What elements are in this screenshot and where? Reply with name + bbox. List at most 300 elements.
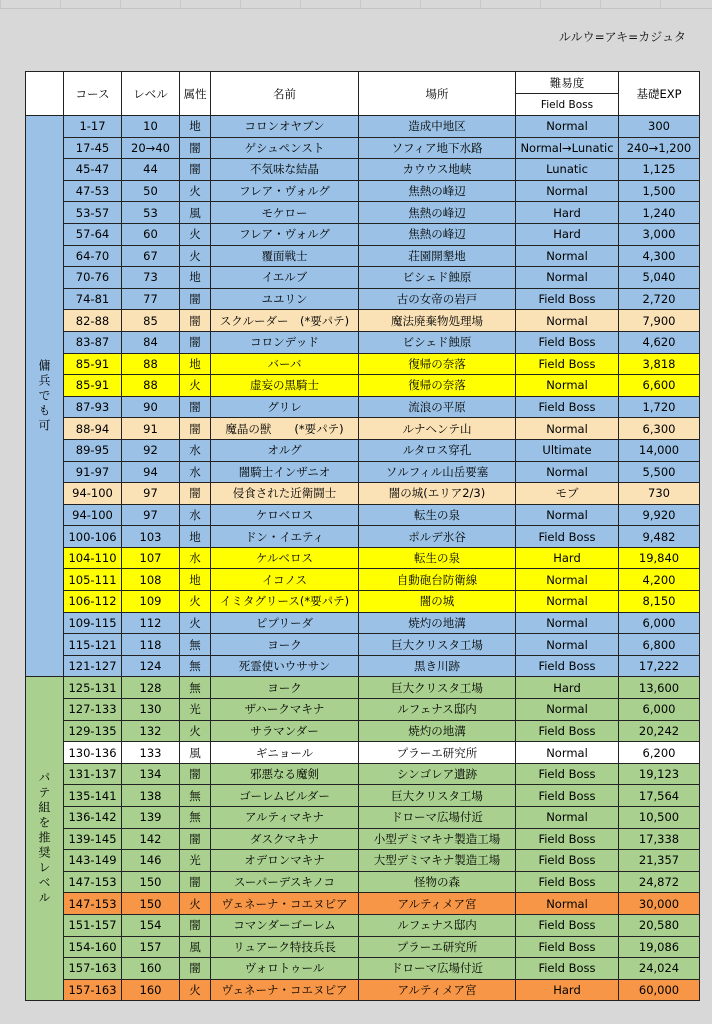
cell-name: ヴェネーナ・コエヌピア <box>211 893 359 915</box>
cell-difficulty: Normal <box>516 310 619 332</box>
cell-element: 地 <box>180 569 211 591</box>
cell-level: 88 <box>122 353 180 375</box>
cell-course: 87-93 <box>64 396 122 418</box>
cell-exp: 9,920 <box>619 504 700 526</box>
cell-course: 109-115 <box>64 612 122 634</box>
table-row <box>26 612 700 634</box>
cell-difficulty: Field Boss <box>516 331 619 353</box>
cell-element: 火 <box>180 223 211 245</box>
cell-level: 94 <box>122 461 180 483</box>
table-row <box>26 893 700 915</box>
cell-difficulty: Field Boss <box>516 353 619 375</box>
cell-level: 50 <box>122 180 180 202</box>
cell-course: 85-91 <box>64 375 122 397</box>
cell-exp: 6,000 <box>619 612 700 634</box>
cell-place: 巨大クリスタ工場 <box>359 634 516 656</box>
table-row <box>26 159 700 181</box>
sheet-gridlines <box>0 0 712 9</box>
cell-element: 闇 <box>180 310 211 332</box>
cell-exp: 17,338 <box>619 828 700 850</box>
cell-element: 無 <box>180 785 211 807</box>
cell-difficulty: Normal <box>516 634 619 656</box>
table-row <box>26 591 700 613</box>
cell-name: スクルーダー (*要パテ) <box>211 310 359 332</box>
sheet-caption: ルルウ=アキ=カジュタ <box>558 30 686 44</box>
cell-exp: 60,000 <box>619 979 700 1001</box>
cell-level: 109 <box>122 591 180 613</box>
table-row <box>26 418 700 440</box>
cell-exp: 10,500 <box>619 807 700 829</box>
cell-level: 118 <box>122 634 180 656</box>
cell-place: ルタロス穿孔 <box>359 439 516 461</box>
cell-exp: 1,240 <box>619 202 700 224</box>
cell-element: 闇 <box>180 958 211 980</box>
cell-difficulty: Normal <box>516 418 619 440</box>
cell-exp: 19,840 <box>619 547 700 569</box>
cell-name: フレア・ヴォルグ <box>211 180 359 202</box>
cell-course: 135-141 <box>64 785 122 807</box>
cell-name: グリレ <box>211 396 359 418</box>
cell-element: 火 <box>180 180 211 202</box>
boss-exp-table <box>25 71 700 1001</box>
cell-name: リュアーク特技兵長 <box>211 936 359 958</box>
cell-place: アルティメア宮 <box>359 979 516 1001</box>
cell-course: 53-57 <box>64 202 122 224</box>
cell-difficulty: Normal <box>516 180 619 202</box>
cell-element: 水 <box>180 461 211 483</box>
cell-exp: 4,620 <box>619 331 700 353</box>
cell-name: ダスクマキナ <box>211 828 359 850</box>
cell-place: 転生の泉 <box>359 547 516 569</box>
cell-level: 138 <box>122 785 180 807</box>
cell-place: アルティメア宮 <box>359 893 516 915</box>
cell-element: 闇 <box>180 331 211 353</box>
cell-place: 焦熱の峰辺 <box>359 223 516 245</box>
cell-exp: 5,040 <box>619 267 700 289</box>
cell-difficulty: Ultimate <box>516 439 619 461</box>
cell-place: ルナヘンテ山 <box>359 418 516 440</box>
cell-course: 91-97 <box>64 461 122 483</box>
header-name: 名前 <box>211 72 359 116</box>
cell-place: 復帰の奈落 <box>359 375 516 397</box>
cell-difficulty: Normal <box>516 245 619 267</box>
cell-element: 闇 <box>180 137 211 159</box>
cell-course: 129-135 <box>64 720 122 742</box>
cell-exp: 6,800 <box>619 634 700 656</box>
cell-name: サラマンダー <box>211 720 359 742</box>
cell-exp: 1,500 <box>619 180 700 202</box>
cell-name: コマンダーゴーレム <box>211 914 359 936</box>
cell-element: 闇 <box>180 914 211 936</box>
table-row <box>26 547 700 569</box>
cell-course: 136-142 <box>64 807 122 829</box>
cell-element: 光 <box>180 699 211 721</box>
cell-difficulty: Field Boss <box>516 958 619 980</box>
header-level: レベル <box>122 72 180 116</box>
cell-element: 闇 <box>180 418 211 440</box>
cell-level: 130 <box>122 699 180 721</box>
cell-level: 160 <box>122 979 180 1001</box>
cell-course: 115-121 <box>64 634 122 656</box>
cell-element: 闇 <box>180 763 211 785</box>
cell-name: モケロー <box>211 202 359 224</box>
cell-level: 77 <box>122 288 180 310</box>
cell-name: 覆面戦士 <box>211 245 359 267</box>
cell-element: 地 <box>180 353 211 375</box>
table-row <box>26 353 700 375</box>
cell-course: 1-17 <box>64 116 122 138</box>
cell-difficulty: Normal <box>516 612 619 634</box>
table-row <box>26 504 700 526</box>
cell-exp: 17,222 <box>619 655 700 677</box>
cell-place: ソフィア地下水路 <box>359 137 516 159</box>
table-row <box>26 655 700 677</box>
cell-element: 闇 <box>180 159 211 181</box>
cell-level: 90 <box>122 396 180 418</box>
group-label: 傭兵でも可 <box>26 116 64 677</box>
table-row <box>26 439 700 461</box>
cell-course: 88-94 <box>64 418 122 440</box>
cell-difficulty: Normal <box>516 504 619 526</box>
table-row <box>26 871 700 893</box>
cell-exp: 30,000 <box>619 893 700 915</box>
cell-place: プラーエ研究所 <box>359 936 516 958</box>
cell-place: ドローマ広場付近 <box>359 807 516 829</box>
cell-place: ビシェド蝕原 <box>359 331 516 353</box>
cell-name: ヴォロトゥール <box>211 958 359 980</box>
cell-level: 97 <box>122 483 180 505</box>
table-row <box>26 375 700 397</box>
cell-place: 焼灼の地溝 <box>359 720 516 742</box>
cell-exp: 13,600 <box>619 677 700 699</box>
cell-name: ギニョール <box>211 742 359 764</box>
cell-course: 131-137 <box>64 763 122 785</box>
cell-exp: 24,024 <box>619 958 700 980</box>
cell-course: 47-53 <box>64 180 122 202</box>
cell-element: 闇 <box>180 396 211 418</box>
header-exp: 基礎EXP <box>619 72 700 116</box>
cell-name: 不気味な結晶 <box>211 159 359 181</box>
table-row <box>26 807 700 829</box>
cell-place: 魔法廃棄物処理場 <box>359 310 516 332</box>
cell-level: 154 <box>122 914 180 936</box>
cell-level: 139 <box>122 807 180 829</box>
cell-course: 139-145 <box>64 828 122 850</box>
table-row <box>26 763 700 785</box>
cell-exp: 14,000 <box>619 439 700 461</box>
cell-difficulty: Field Boss <box>516 871 619 893</box>
cell-name: ケルベロス <box>211 547 359 569</box>
cell-place: ルフェナス邸内 <box>359 914 516 936</box>
table-row <box>26 202 700 224</box>
cell-name: コロンデッド <box>211 331 359 353</box>
cell-exp: 19,086 <box>619 936 700 958</box>
cell-name: アルティマキナ <box>211 807 359 829</box>
cell-element: 無 <box>180 807 211 829</box>
cell-element: 無 <box>180 634 211 656</box>
cell-place: 転生の泉 <box>359 504 516 526</box>
cell-element: 闇 <box>180 828 211 850</box>
cell-place: 古の女帝の岩戸 <box>359 288 516 310</box>
cell-name: 侵食された近衛闘士 <box>211 483 359 505</box>
cell-course: 127-133 <box>64 699 122 721</box>
table-row <box>26 245 700 267</box>
cell-element: 風 <box>180 202 211 224</box>
cell-course: 94-100 <box>64 504 122 526</box>
cell-name: ユユリン <box>211 288 359 310</box>
cell-course: 121-127 <box>64 655 122 677</box>
cell-exp: 1,720 <box>619 396 700 418</box>
cell-element: 火 <box>180 979 211 1001</box>
cell-name: ゴーレムビルダー <box>211 785 359 807</box>
cell-course: 157-163 <box>64 958 122 980</box>
cell-element: 闇 <box>180 871 211 893</box>
table-row <box>26 914 700 936</box>
cell-element: 風 <box>180 742 211 764</box>
cell-exp: 20,242 <box>619 720 700 742</box>
cell-place: 復帰の奈落 <box>359 353 516 375</box>
cell-name: ザハークマキナ <box>211 699 359 721</box>
cell-difficulty: Field Boss <box>516 526 619 548</box>
cell-place: 怪物の森 <box>359 871 516 893</box>
cell-element: 闇 <box>180 288 211 310</box>
cell-place: ソルフィル山岳要塞 <box>359 461 516 483</box>
cell-exp: 24,872 <box>619 871 700 893</box>
cell-name: 闇騎士インザニオ <box>211 461 359 483</box>
cell-place: シンゴレア遺跡 <box>359 763 516 785</box>
cell-level: 108 <box>122 569 180 591</box>
cell-course: 151-157 <box>64 914 122 936</box>
cell-course: 157-163 <box>64 979 122 1001</box>
table-row <box>26 461 700 483</box>
cell-name: ドン・イエティ <box>211 526 359 548</box>
cell-difficulty: Hard <box>516 677 619 699</box>
table-row <box>26 936 700 958</box>
cell-exp: 240→1,200 <box>619 137 700 159</box>
cell-difficulty: Normal→Lunatic <box>516 137 619 159</box>
cell-course: 83-87 <box>64 331 122 353</box>
cell-difficulty: モブ <box>516 483 619 505</box>
cell-name: イミタグリース(*要パテ) <box>211 591 359 613</box>
cell-element: 地 <box>180 116 211 138</box>
cell-level: 150 <box>122 871 180 893</box>
cell-exp: 2,720 <box>619 288 700 310</box>
cell-exp: 6,200 <box>619 742 700 764</box>
cell-name: コロンオヤブン <box>211 116 359 138</box>
table-row <box>26 288 700 310</box>
table-row <box>26 828 700 850</box>
cell-exp: 730 <box>619 483 700 505</box>
cell-difficulty: Field Boss <box>516 828 619 850</box>
cell-place: ドローマ広場付近 <box>359 958 516 980</box>
cell-exp: 6,600 <box>619 375 700 397</box>
cell-exp: 3,818 <box>619 353 700 375</box>
table-row <box>26 116 700 138</box>
cell-element: 火 <box>180 612 211 634</box>
cell-difficulty: Field Boss <box>516 396 619 418</box>
cell-course: 85-91 <box>64 353 122 375</box>
cell-level: 146 <box>122 850 180 872</box>
cell-exp: 8,150 <box>619 591 700 613</box>
cell-exp: 4,300 <box>619 245 700 267</box>
cell-element: 無 <box>180 677 211 699</box>
cell-level: 142 <box>122 828 180 850</box>
cell-course: 125-131 <box>64 677 122 699</box>
cell-difficulty: Normal <box>516 267 619 289</box>
header-place: 場所 <box>359 72 516 116</box>
cell-difficulty: Normal <box>516 375 619 397</box>
table-row <box>26 310 700 332</box>
cell-level: 10 <box>122 116 180 138</box>
cell-exp: 5,500 <box>619 461 700 483</box>
table-row <box>26 223 700 245</box>
cell-course: 94-100 <box>64 483 122 505</box>
cell-difficulty: Hard <box>516 223 619 245</box>
table-row <box>26 958 700 980</box>
cell-element: 火 <box>180 245 211 267</box>
cell-name: ゲシュペンスト <box>211 137 359 159</box>
cell-element: 水 <box>180 504 211 526</box>
cell-name: バーバ <box>211 353 359 375</box>
cell-place: 巨大クリスタ工場 <box>359 677 516 699</box>
cell-difficulty: Field Boss <box>516 850 619 872</box>
cell-place: 小型デミマキナ製造工場 <box>359 828 516 850</box>
table-row <box>26 742 700 764</box>
cell-element: 無 <box>180 655 211 677</box>
cell-name: イエルブ <box>211 267 359 289</box>
cell-place: 闇の城(エリア2/3) <box>359 483 516 505</box>
cell-name: ケロベロス <box>211 504 359 526</box>
cell-difficulty: Field Boss <box>516 720 619 742</box>
cell-level: 44 <box>122 159 180 181</box>
cell-difficulty: Field Boss <box>516 763 619 785</box>
cell-element: 火 <box>180 720 211 742</box>
group-label: パテ組を推奨レベル <box>26 677 64 1001</box>
cell-difficulty: Field Boss <box>516 655 619 677</box>
cell-difficulty: Field Boss <box>516 936 619 958</box>
cell-level: 92 <box>122 439 180 461</box>
cell-level: 85 <box>122 310 180 332</box>
cell-element: 水 <box>180 547 211 569</box>
cell-level: 67 <box>122 245 180 267</box>
cell-course: 17-45 <box>64 137 122 159</box>
cell-element: 闇 <box>180 483 211 505</box>
cell-element: 地 <box>180 526 211 548</box>
table-row <box>26 569 700 591</box>
header-element: 属性 <box>180 72 211 116</box>
cell-level: 107 <box>122 547 180 569</box>
cell-difficulty: Normal <box>516 116 619 138</box>
cell-name: オルグ <box>211 439 359 461</box>
cell-name: 魔晶の獣 (*要パテ) <box>211 418 359 440</box>
cell-exp: 4,200 <box>619 569 700 591</box>
cell-element: 光 <box>180 850 211 872</box>
cell-level: 60 <box>122 223 180 245</box>
cell-element: 風 <box>180 936 211 958</box>
cell-level: 20→40 <box>122 137 180 159</box>
cell-place: ポルデ氷谷 <box>359 526 516 548</box>
cell-name: ヴェネーナ・コエヌピア <box>211 979 359 1001</box>
cell-exp: 1,125 <box>619 159 700 181</box>
cell-place: カウウス地峡 <box>359 159 516 181</box>
cell-exp: 19,123 <box>619 763 700 785</box>
cell-course: 57-64 <box>64 223 122 245</box>
table-row <box>26 526 700 548</box>
cell-level: 84 <box>122 331 180 353</box>
cell-level: 124 <box>122 655 180 677</box>
cell-name: 邪悪なる魔剣 <box>211 763 359 785</box>
cell-level: 103 <box>122 526 180 548</box>
cell-name: ヨーク <box>211 634 359 656</box>
cell-level: 53 <box>122 202 180 224</box>
cell-course: 154-160 <box>64 936 122 958</box>
cell-level: 150 <box>122 893 180 915</box>
cell-name: ヨーク <box>211 677 359 699</box>
cell-name: スーパーデスキノコ <box>211 871 359 893</box>
cell-place: ルフェナス邸内 <box>359 699 516 721</box>
cell-name: フレア・ヴォルグ <box>211 223 359 245</box>
header-difficulty-sub: Field Boss <box>516 94 619 116</box>
table-row <box>26 720 700 742</box>
cell-place: 荘園開墾地 <box>359 245 516 267</box>
cell-name: オデロンマキナ <box>211 850 359 872</box>
table-row <box>26 979 700 1001</box>
table-row <box>26 396 700 418</box>
cell-exp: 21,357 <box>619 850 700 872</box>
cell-exp: 300 <box>619 116 700 138</box>
table-row <box>26 699 700 721</box>
cell-difficulty: Hard <box>516 979 619 1001</box>
cell-level: 157 <box>122 936 180 958</box>
cell-course: 104-110 <box>64 547 122 569</box>
table-row <box>26 850 700 872</box>
cell-difficulty: Hard <box>516 547 619 569</box>
cell-course: 82-88 <box>64 310 122 332</box>
cell-place: 焦熱の峰辺 <box>359 202 516 224</box>
cell-difficulty: Hard <box>516 202 619 224</box>
cell-place: 焦熱の峰辺 <box>359 180 516 202</box>
cell-course: 45-47 <box>64 159 122 181</box>
cell-difficulty: Normal <box>516 742 619 764</box>
header-difficulty: 難易度 <box>516 72 619 94</box>
cell-name: 虚妄の黒騎士 <box>211 375 359 397</box>
cell-level: 97 <box>122 504 180 526</box>
cell-course: 106-112 <box>64 591 122 613</box>
cell-difficulty: Normal <box>516 591 619 613</box>
cell-element: 火 <box>180 375 211 397</box>
cell-exp: 17,564 <box>619 785 700 807</box>
header-group <box>26 72 64 116</box>
cell-difficulty: Normal <box>516 699 619 721</box>
cell-place: ビシェド蝕原 <box>359 267 516 289</box>
cell-place: プラーエ研究所 <box>359 742 516 764</box>
cell-level: 112 <box>122 612 180 634</box>
cell-course: 147-153 <box>64 893 122 915</box>
table-row <box>26 331 700 353</box>
cell-exp: 6,000 <box>619 699 700 721</box>
cell-place: 造成中地区 <box>359 116 516 138</box>
cell-course: 143-149 <box>64 850 122 872</box>
cell-level: 91 <box>122 418 180 440</box>
cell-course: 105-111 <box>64 569 122 591</box>
cell-difficulty: Field Boss <box>516 288 619 310</box>
cell-exp: 6,300 <box>619 418 700 440</box>
cell-exp: 7,900 <box>619 310 700 332</box>
cell-difficulty: Normal <box>516 807 619 829</box>
cell-course: 147-153 <box>64 871 122 893</box>
cell-element: 火 <box>180 893 211 915</box>
cell-course: 74-81 <box>64 288 122 310</box>
